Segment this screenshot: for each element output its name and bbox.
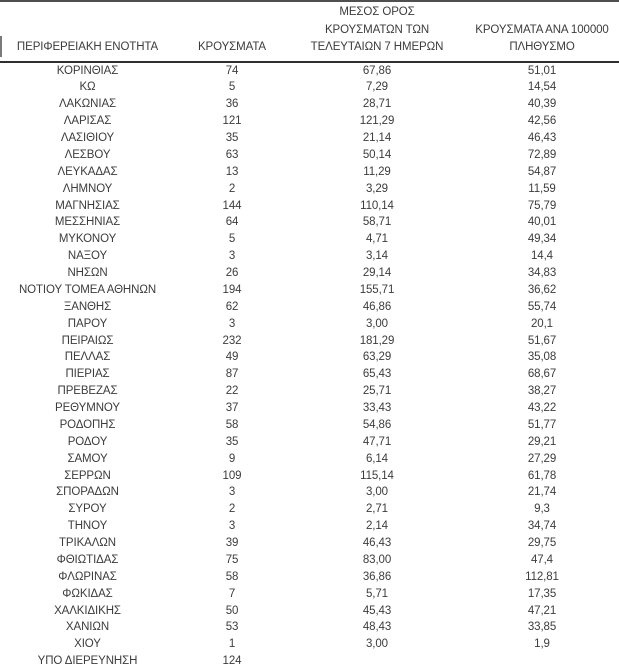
cell-cases: 9 [175, 451, 289, 468]
cell-avg7: 115,14 [289, 468, 465, 485]
cell-region: ΛΑΣΙΘΙΟΥ [0, 130, 175, 147]
cell-per100k: 75,79 [465, 198, 619, 215]
cell-per100k: 112,81 [465, 569, 619, 586]
cell-cases: 63 [175, 147, 289, 164]
cell-region: ΤΗΝΟΥ [0, 518, 175, 535]
cell-per100k: 49,34 [465, 231, 619, 248]
table-row [0, 265, 619, 282]
cell-per100k: 14,4 [465, 248, 619, 265]
cell-avg7: 50,14 [289, 147, 465, 164]
cell-region: ΚΟΡΙΝΘΙΑΣ [0, 62, 175, 80]
cell-cases: 194 [175, 282, 289, 299]
table-header [0, 1, 619, 62]
cell-region: ΡΟΔΟΠΗΣ [0, 417, 175, 434]
cell-region: ΝΑΞΟΥ [0, 248, 175, 265]
cell-region: ΠΑΡΟΥ [0, 316, 175, 333]
table-row [0, 518, 619, 535]
cell-avg7: 4,71 [289, 231, 465, 248]
cell-per100k: 40,39 [465, 96, 619, 113]
cell-per100k: 20,1 [465, 316, 619, 333]
table-row [0, 366, 619, 383]
cell-cases: 26 [175, 265, 289, 282]
cell-per100k: 46,43 [465, 130, 619, 147]
cell-avg7: 21,14 [289, 130, 465, 147]
cell-per100k: 33,85 [465, 619, 619, 636]
cell-region: ΧΙΟΥ [0, 636, 175, 653]
column-header-line: ΚΡΟΥΣΜΑΤΑ [175, 39, 289, 57]
cell-region: ΛΑΚΩΝΙΑΣ [0, 96, 175, 113]
table-row [0, 535, 619, 552]
cell-avg7: 83,00 [289, 552, 465, 569]
table-row [0, 147, 619, 164]
cell-per100k: 34,74 [465, 518, 619, 535]
cell-avg7: 6,14 [289, 451, 465, 468]
cell-per100k: 43,22 [465, 400, 619, 417]
cell-avg7: 11,29 [289, 164, 465, 181]
cell-region: ΝΟΤΙΟΥ ΤΟΜΕΑ ΑΘΗΝΩΝ [0, 282, 175, 299]
cell-per100k: 9,3 [465, 501, 619, 518]
cell-region: ΧΑΛΚΙΔΙΚΗΣ [0, 603, 175, 620]
cell-cases: 58 [175, 569, 289, 586]
cell-per100k: 38,27 [465, 383, 619, 400]
cell-avg7: 3,00 [289, 484, 465, 501]
cell-region: ΛΑΡΙΣΑΣ [0, 113, 175, 130]
cell-avg7: 45,43 [289, 603, 465, 620]
table-row [0, 434, 619, 451]
cell-avg7: 63,29 [289, 349, 465, 366]
table-row [0, 569, 619, 586]
cell-cases: 3 [175, 248, 289, 265]
cell-avg7: 2,71 [289, 501, 465, 518]
cell-cases: 87 [175, 366, 289, 383]
table-row [0, 603, 619, 620]
cell-cases: 53 [175, 619, 289, 636]
cell-region: ΣΑΜΟΥ [0, 451, 175, 468]
cell-cases: 7 [175, 586, 289, 603]
cell-avg7: 25,71 [289, 383, 465, 400]
table-row [0, 400, 619, 417]
cell-per100k: 14,54 [465, 79, 619, 96]
table-row [0, 586, 619, 603]
table-row [0, 282, 619, 299]
cell-cases: 58 [175, 417, 289, 434]
cell-avg7: 54,86 [289, 417, 465, 434]
cell-region: ΤΡΙΚΑΛΩΝ [0, 535, 175, 552]
cell-cases: 49 [175, 349, 289, 366]
cell-per100k: 72,89 [465, 147, 619, 164]
column-header-line: ΚΡΟΥΣΜΑΤΩΝ ΤΩΝ [289, 22, 465, 40]
cell-region: ΣΥΡΟΥ [0, 501, 175, 518]
cell-region: ΧΑΝΙΩΝ [0, 619, 175, 636]
cell-cases: 35 [175, 130, 289, 147]
cell-per100k: 1,9 [465, 636, 619, 653]
table-row [0, 484, 619, 501]
cell-avg7: 5,71 [289, 586, 465, 603]
cell-avg7 [289, 653, 465, 670]
cell-avg7: 33,43 [289, 400, 465, 417]
cell-cases: 75 [175, 552, 289, 569]
table-row [0, 299, 619, 316]
cell-region: ΛΕΥΚΑΔΑΣ [0, 164, 175, 181]
table-row [0, 468, 619, 485]
cell-cases: 121 [175, 113, 289, 130]
cell-avg7: 47,71 [289, 434, 465, 451]
cell-per100k: 51,01 [465, 62, 619, 80]
cell-avg7: 67,86 [289, 62, 465, 80]
table-row [0, 383, 619, 400]
column-header-line: ΜΕΣΟΣ ΟΡΟΣ [289, 4, 465, 22]
cell-region: ΠΕΙΡΑΙΩΣ [0, 333, 175, 350]
cell-region: ΜΥΚΟΝΟΥ [0, 231, 175, 248]
column-header-cases [175, 1, 289, 62]
cell-avg7: 181,29 [289, 333, 465, 350]
cell-avg7: 3,00 [289, 316, 465, 333]
table-row [0, 552, 619, 569]
table-row [0, 164, 619, 181]
cell-cases: 1 [175, 636, 289, 653]
cell-region: ΠΡΕΒΕΖΑΣ [0, 383, 175, 400]
column-header-avg7 [289, 1, 465, 62]
cell-region: ΦΘΙΩΤΙΔΑΣ [0, 552, 175, 569]
cell-region: ΡΕΘΥΜΝΟΥ [0, 400, 175, 417]
table-row [0, 130, 619, 147]
table-row [0, 248, 619, 265]
cell-cases: 50 [175, 603, 289, 620]
cell-avg7: 65,43 [289, 366, 465, 383]
cell-region: ΠΕΛΛΑΣ [0, 349, 175, 366]
cell-region: ΝΗΣΩΝ [0, 265, 175, 282]
header-row [0, 1, 619, 62]
cell-per100k: 11,59 [465, 181, 619, 198]
cell-avg7: 58,71 [289, 214, 465, 231]
cell-per100k: 17,35 [465, 586, 619, 603]
cell-region: ΣΕΡΡΩΝ [0, 468, 175, 485]
cell-cases: 2 [175, 501, 289, 518]
table-row [0, 501, 619, 518]
cell-per100k: 29,75 [465, 535, 619, 552]
column-header-line: ΤΕΛΕΥΤΑΙΩΝ 7 ΗΜΕΡΩΝ [289, 39, 465, 57]
table-row [0, 653, 619, 670]
cell-per100k: 61,78 [465, 468, 619, 485]
cell-cases: 37 [175, 400, 289, 417]
cell-per100k: 42,56 [465, 113, 619, 130]
cell-cases: 74 [175, 62, 289, 80]
table-row [0, 214, 619, 231]
table-row [0, 417, 619, 434]
table-row [0, 451, 619, 468]
cell-cases: 124 [175, 653, 289, 670]
cell-cases: 3 [175, 518, 289, 535]
column-header-region [0, 1, 175, 62]
cell-cases: 2 [175, 181, 289, 198]
cell-per100k: 34,83 [465, 265, 619, 282]
cell-region: ΣΠΟΡΑΔΩΝ [0, 484, 175, 501]
table-row [0, 113, 619, 130]
cell-cases: 39 [175, 535, 289, 552]
cell-avg7: 121,29 [289, 113, 465, 130]
cell-avg7: 29,14 [289, 265, 465, 282]
table-row [0, 62, 619, 80]
table-row [0, 636, 619, 653]
cell-region: ΦΩΚΙΔΑΣ [0, 586, 175, 603]
cell-avg7: 3,00 [289, 636, 465, 653]
cell-per100k: 51,77 [465, 417, 619, 434]
cell-region: ΞΑΝΘΗΣ [0, 299, 175, 316]
column-header-line: ΠΛΗΘΥΣΜΟ [465, 39, 619, 57]
cell-avg7: 7,29 [289, 79, 465, 96]
cell-per100k: 54,87 [465, 164, 619, 181]
cell-avg7: 28,71 [289, 96, 465, 113]
cell-per100k: 29,21 [465, 434, 619, 451]
table-row [0, 198, 619, 215]
table-row [0, 316, 619, 333]
cell-cases: 35 [175, 434, 289, 451]
cell-avg7: 36,86 [289, 569, 465, 586]
cell-per100k: 35,08 [465, 349, 619, 366]
table-row [0, 96, 619, 113]
cell-per100k: 27,29 [465, 451, 619, 468]
cell-cases: 13 [175, 164, 289, 181]
cell-per100k: 47,4 [465, 552, 619, 569]
cell-avg7: 2,14 [289, 518, 465, 535]
column-header-line: ΠΕΡΙΦΕΡΕΙΑΚΗ ΕΝΟΤΗΤΑ [0, 39, 175, 57]
cell-region: ΡΟΔΟΥ [0, 434, 175, 451]
column-header-per100k [465, 1, 619, 62]
cell-cases: 22 [175, 383, 289, 400]
table-row [0, 181, 619, 198]
cell-region: ΛΕΣΒΟΥ [0, 147, 175, 164]
cell-region: ΚΩ [0, 79, 175, 96]
cell-cases: 64 [175, 214, 289, 231]
cell-avg7: 48,43 [289, 619, 465, 636]
table-row [0, 349, 619, 366]
cell-cases: 3 [175, 484, 289, 501]
cell-region: ΜΕΣΣΗΝΙΑΣ [0, 214, 175, 231]
cell-per100k: 21,74 [465, 484, 619, 501]
table-body [0, 62, 619, 670]
table-row [0, 79, 619, 96]
cell-avg7: 110,14 [289, 198, 465, 215]
cell-region: ΥΠΟ ΔΙΕΡΕΥΝΗΣΗ [0, 653, 175, 670]
table-row [0, 333, 619, 350]
table-row [0, 231, 619, 248]
cell-cases: 5 [175, 231, 289, 248]
cell-per100k [465, 653, 619, 670]
cell-per100k: 47,21 [465, 603, 619, 620]
cell-cases: 62 [175, 299, 289, 316]
cell-cases: 3 [175, 316, 289, 333]
cell-avg7: 3,14 [289, 248, 465, 265]
cell-per100k: 40,01 [465, 214, 619, 231]
cell-per100k: 36,62 [465, 282, 619, 299]
cell-avg7: 3,29 [289, 181, 465, 198]
cell-region: ΠΙΕΡΙΑΣ [0, 366, 175, 383]
cell-cases: 109 [175, 468, 289, 485]
cell-region: ΦΛΩΡΙΝΑΣ [0, 569, 175, 586]
cell-per100k: 55,74 [465, 299, 619, 316]
cell-avg7: 46,86 [289, 299, 465, 316]
cell-avg7: 155,71 [289, 282, 465, 299]
column-header-line: ΚΡΟΥΣΜΑΤΑ ΑΝΑ 100000 [465, 22, 619, 40]
cell-cases: 144 [175, 198, 289, 215]
cell-per100k: 51,67 [465, 333, 619, 350]
cell-cases: 36 [175, 96, 289, 113]
cell-region: ΜΑΓΝΗΣΙΑΣ [0, 198, 175, 215]
cell-cases: 232 [175, 333, 289, 350]
left-edge-border-tick [0, 36, 2, 57]
table-row [0, 619, 619, 636]
cell-per100k: 68,67 [465, 366, 619, 383]
cell-cases: 5 [175, 79, 289, 96]
cell-region: ΛΗΜΝΟΥ [0, 181, 175, 198]
cell-avg7: 46,43 [289, 535, 465, 552]
